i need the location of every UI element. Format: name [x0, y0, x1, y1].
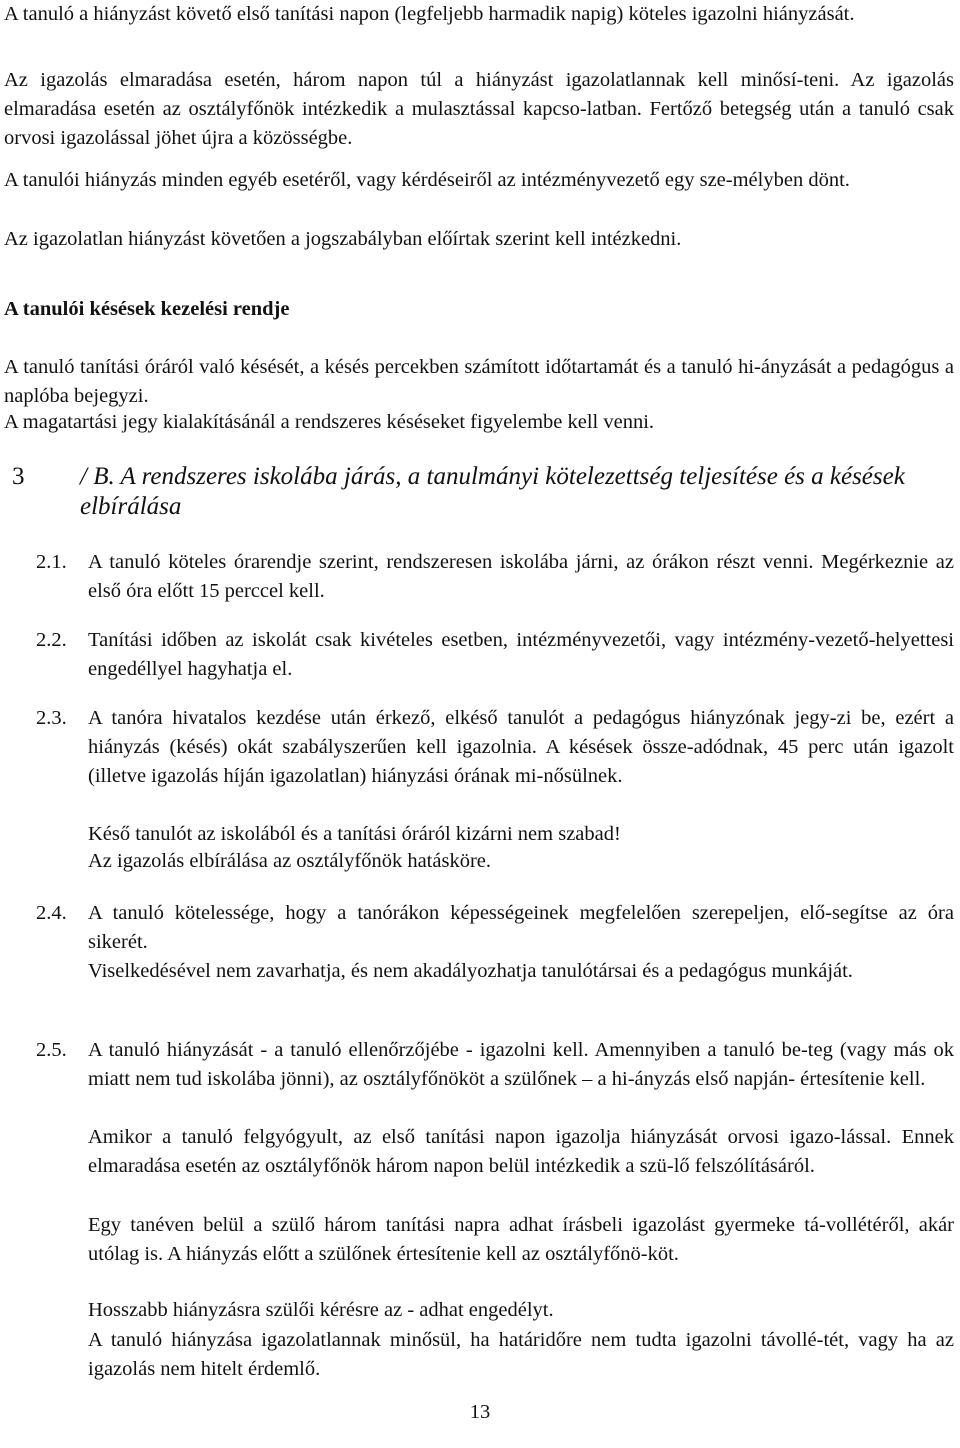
item-number: 2.4. — [36, 902, 67, 924]
late-paragraph: A tanuló tanítási óráról való késését, a késés percekben számított időtartamát és a tanuló hi-ányzását a pedagógus a naplóba bejegyzi. — [4, 356, 954, 407]
item-number: 2.3. — [36, 707, 67, 729]
section-number: 3 — [12, 463, 25, 490]
list-item — [36, 548, 954, 606]
section-title: / B. A rendszeres iskolába járás, a tanulmányi kötelezettség teljesítése és a késések elbírálása — [80, 463, 905, 520]
item-subparagraph: Késő tanulót az iskolából és a tanítási óráról kizárni nem szabad! — [88, 823, 621, 845]
item-number: 2.2. — [36, 629, 67, 651]
item-number: 2.5. — [36, 1039, 67, 1061]
item-subparagraph: A tanuló hiányzása igazolatlannak minősül, ha határidőre nem tudta igazolni távollé-tét, vagy ha az igazolás nem hitelt érdemlő. — [88, 1329, 954, 1380]
item-number: 2.1. — [36, 551, 67, 573]
item-subparagraph: Amikor a tanuló felgyógyult, az első tanítási napon igazolja hiányzását orvosi igazo-lással. Ennek elmaradása esetén az osztályfőnök három napon belül intézkedik a szü-lő felszólításáról. — [88, 1126, 954, 1177]
item-subparagraph: Az igazolás elbírálása az osztályfőnök hatásköre. — [88, 850, 491, 872]
intro-paragraph: A tanulói hiányzás minden egyéb esetéről, vagy kérdéseiről az intézményvezető egy sze-mélyben dönt. — [4, 169, 850, 191]
page-number: 13 — [469, 1401, 491, 1423]
list-item — [36, 1036, 954, 1094]
section-heading-late: A tanulói késések kezelési rendje — [4, 298, 290, 320]
item-text: A tanóra hivatalos kezdése után érkező, elkéső tanulót a pedagógus hiányzónak jegy-zi be, ezért a hiányzás (késés) okát szabályszerűen kell igazolnia. A késések össze-adódnak, 45 perc után igazolt (illetve igazolás híján igazolatlan) hiányzási órának mi-nősülnek. — [88, 707, 954, 787]
item-text: Tanítási időben az iskolát csak kivételes esetben, intézményvezetői, vagy intézmény-vezető-helyettesi engedéllyel hagyhatja el. — [88, 629, 954, 680]
item-text: A tanuló kötelessége, hogy a tanórákon képességeinek megfelelően szerepeljen, elő-segítse az óra sikerét. — [88, 902, 954, 953]
intro-paragraph: Az igazolás elmaradása esetén, három napon túl a hiányzást igazolatlannak kell minősí-teni. Az igazolás elmaradása esetén az osztályfőnök intézkedik a mulasztással kapcso-latban. Fertőző betegség után a tanuló csak orvosi igazolással jöhet újra a közösségbe. — [4, 69, 954, 149]
list-item — [36, 626, 954, 684]
intro-paragraph: Az igazolatlan hiányzást követően a jogszabályban előírtak szerint kell intézkedni. — [4, 228, 682, 250]
item-subparagraph: Viselkedésével nem zavarhatja, és nem akadályozhatja tanulótársai és a pedagógus munkáját. — [88, 960, 853, 982]
item-subparagraph: Egy tanéven belül a szülő három tanítási napra adhat írásbeli igazolást gyermeke tá-vollétéről, akár utólag is. A hiányzás előtt a szülőnek értesítenie kell az osztályfőnö-köt. — [88, 1214, 954, 1265]
late-paragraph: A magatartási jegy kialakításánál a rendszeres késéseket figyelembe kell venni. — [4, 411, 655, 433]
item-subparagraph: Hosszabb hiányzásra szülői kérésre az - adhat engedélyt. — [88, 1299, 554, 1321]
item-text: A tanuló köteles órarendje szerint, rendszeresen iskolába járni, az órákon részt venni. Megérkeznie az első óra előtt 15 perccel kell. — [88, 551, 954, 602]
list-item — [36, 899, 954, 957]
intro-paragraph: A tanuló a hiányzást követő első tanítási napon (legfeljebb harmadik napig) köteles igazolni hiányzását. — [4, 3, 855, 25]
list-item — [36, 704, 954, 791]
item-text: A tanuló hiányzását - a tanuló ellenőrzőjébe - igazolni kell. Amennyiben a tanuló be-teg (vagy más ok miatt nem tud iskolába jönni), az osztályfőnököt a szülőnek – a hi-ányzás első napján- értesítenie kell. — [88, 1039, 954, 1090]
